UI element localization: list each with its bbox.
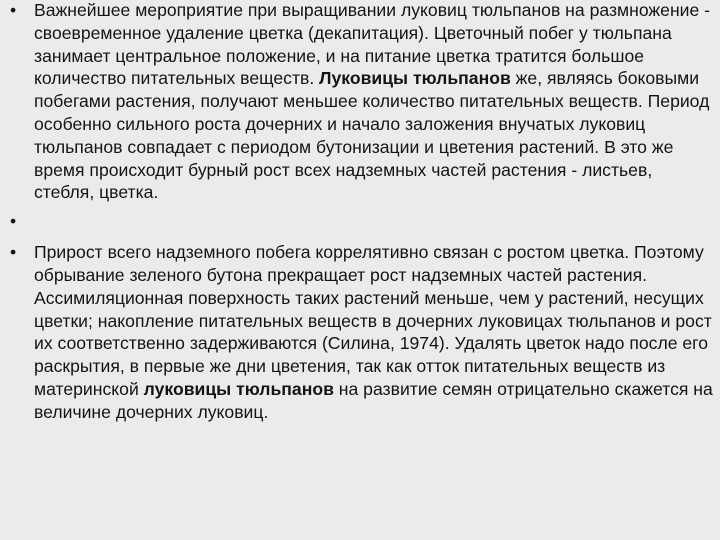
bullet-icon: •: [10, 0, 17, 20]
bullet-item-growth: [10, 241, 713, 423]
bold-term: луковицы тюльпанов: [143, 378, 334, 399]
bullet-list: [10, 0, 713, 424]
bullet-item-empty: [10, 210, 710, 233]
bullet-text: Важнейшее мероприятие при выращивании луковиц тюльпанов на размножение - своевременное удаление цветка (декапитация). Цветочный побег у тюльпана занимает центральное положение, и на питание цветка тратится большое количество питательных веществ. Луковицы тюльпанов же, являясь боковыми побегами растения, получают меньшее количество питательных веществ. Период особенно сильного роста дочерних и начало заложения внучатых луковиц тюльпанов совпадает с периодом бутонизации и цветения растений. В это же время происходит бурный рост всех надземных частей растения - листьев, стебля, цветка.: [34, 0, 711, 203]
bullet-item-decapitation: [10, 0, 710, 204]
bold-term: Луковицы тюльпанов: [319, 68, 511, 89]
bullet-icon: •: [10, 242, 17, 263]
bullet-icon: •: [10, 211, 17, 232]
bullet-text: Прирост всего надземного побега коррелятивно связан с ростом цветка. Поэтому обрывание зеленого бутона прекращает рост надземных частей растения. Ассимиляционная поверхность таких растений меньше, чем у растений, несущих цветки; накопление питательных веществ в дочерних луковицах тюльпанов и рост их соответственно задерживаются (Силина, 1974). Удалять цветок надо после его раскрытия, в первые же дни цветения, так как отток питательных веществ из материнской луковицы тюльпанов на развитие семян отрицательно скажется на величине дочерних луковиц.: [34, 242, 713, 422]
